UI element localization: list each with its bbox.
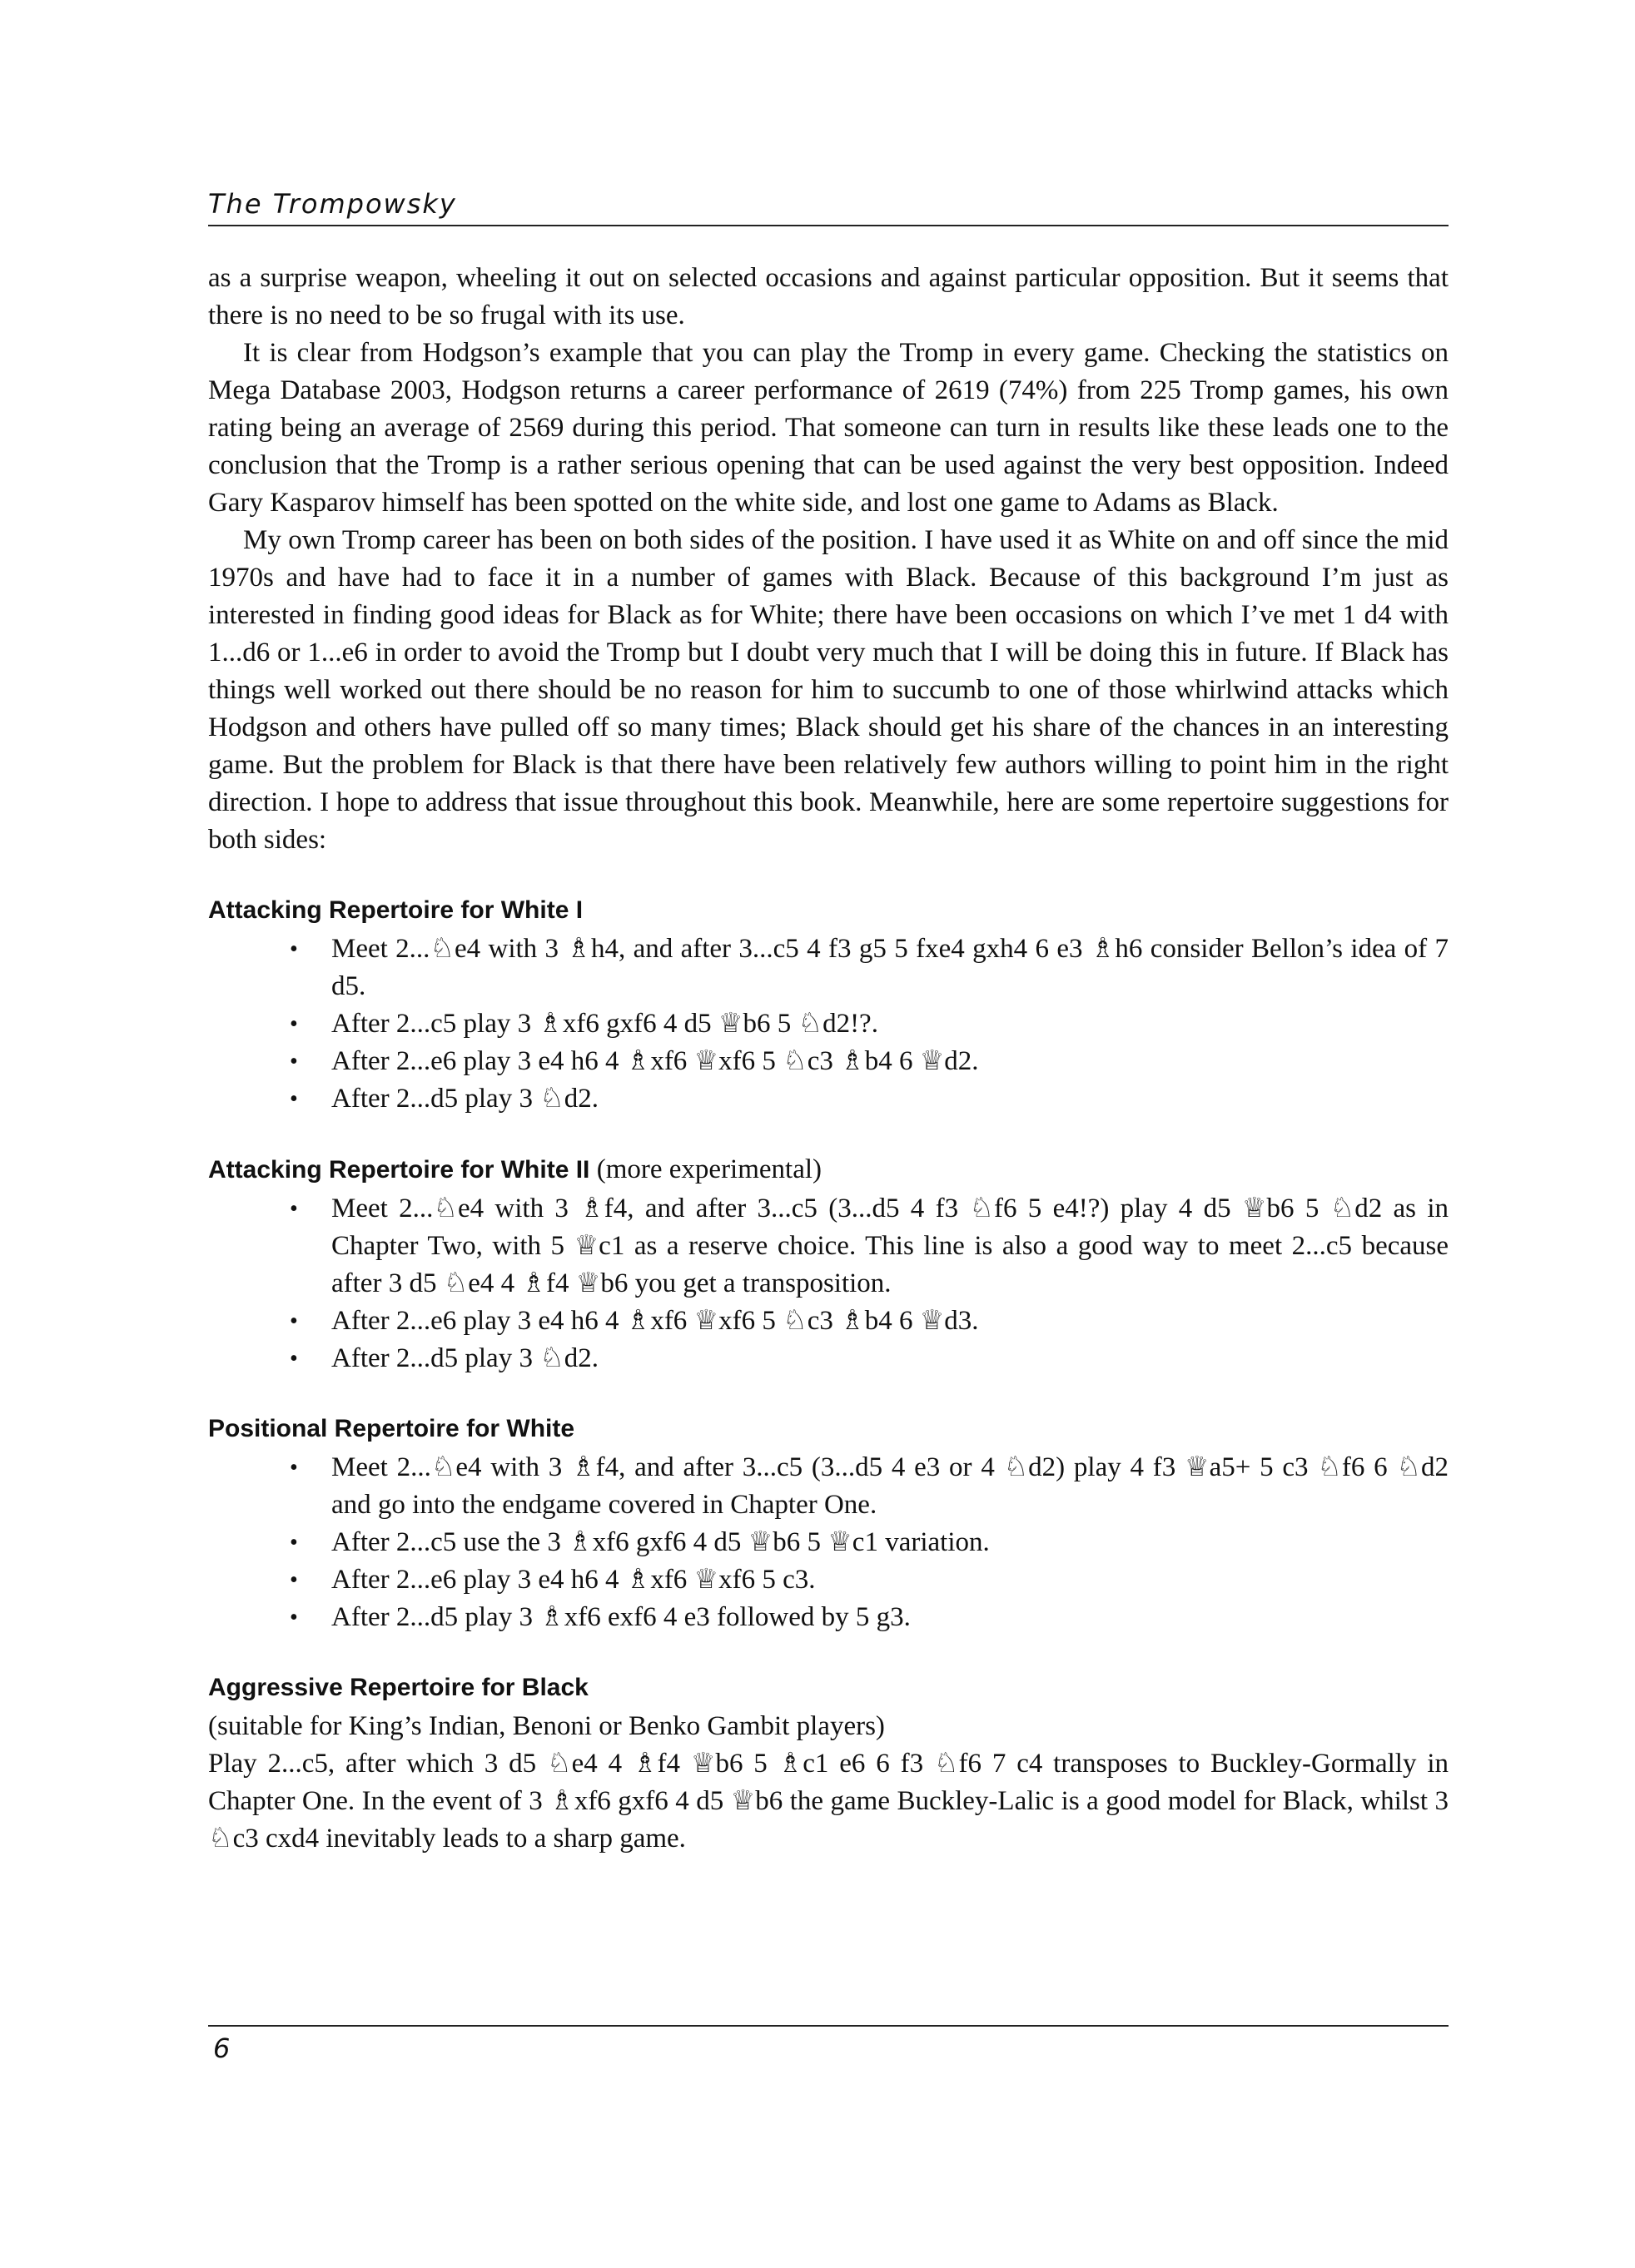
list-item [208, 1080, 1449, 1118]
list-item [208, 1599, 1449, 1636]
list-item-text: After 2...d5 play 3 ♗xf6 exf6 4 e3 followed by 5 g3. [331, 1602, 911, 1632]
bullet-marker: • [290, 1086, 298, 1112]
bullet-marker: • [290, 1196, 298, 1222]
section-heading-aggressive-black [208, 1670, 1449, 1706]
list-item-text: After 2...c5 use the 3 ♗xf6 gxf6 4 d5 ♕b6 5 ♕c1 variation. [331, 1527, 990, 1557]
section-subtitle: (suitable for King’s Indian, Benoni or Benko Gambit players) [208, 1711, 885, 1741]
list-item-text: After 2...c5 play 3 ♗xf6 gxf6 4 d5 ♕b6 5 ♘d2!?. [331, 1009, 878, 1039]
list-item-text: After 2...d5 play 3 ♘d2. [331, 1343, 599, 1373]
paragraph-continuation: as a surprise weapon, wheeling it out on selected occasions and against particular opposition. But it seems that there is no need to be so frugal with its use. [208, 263, 1449, 330]
list-item [208, 1561, 1449, 1599]
bullet-marker: • [290, 1049, 298, 1074]
list-item [208, 1190, 1449, 1303]
page-body [208, 260, 1449, 1858]
list-item-text: Meet 2...♘e4 with 3 ♗f4, and after 3...c5 (3...d5 4 f3 ♘f6 5 e4!?) play 4 d5 ♕b6 5 ♘d2 as in Chapter Two, with 5 ♕c1 as a reserve choice. This line is also a good way to meet 2...c5 because after 3 d5 ♘e4 4 ♗f4 ♕b6 you get a transposition. [331, 1194, 1449, 1298]
section-heading-attacking-white-2 [208, 1151, 1449, 1189]
page-number: 6 [213, 2032, 231, 2064]
list-item [208, 1043, 1449, 1080]
bullet-marker: • [290, 1455, 298, 1481]
section-heading-attacking-white-1 [208, 892, 1449, 929]
list-item-text: After 2...e6 play 3 e4 h6 4 ♗xf6 ♕xf6 5 ♘c3 ♗b4 6 ♕d2. [331, 1046, 979, 1076]
list-item [208, 931, 1449, 1005]
section-heading-text: Attacking Repertoire for White II [208, 1156, 590, 1184]
list-item [208, 1340, 1449, 1377]
list-item-text: Meet 2...♘e4 with 3 ♗h4, and after 3...c5 4 f3 g5 5 fxe4 gxh4 6 e3 ♗h6 consider Bellon’s idea of 7 d5. [331, 934, 1449, 1001]
list-item-text: After 2...e6 play 3 e4 h6 4 ♗xf6 ♕xf6 5 ♘c3 ♗b4 6 ♕d3. [331, 1306, 979, 1336]
list-item-text: After 2...d5 play 3 ♘d2. [331, 1084, 599, 1114]
list-item-text: After 2...e6 play 3 e4 h6 4 ♗xf6 ♕xf6 5 c3. [331, 1565, 816, 1595]
bullet-marker: • [290, 936, 298, 962]
bullet-list-attacking-white-1 [208, 931, 1449, 1118]
list-item [208, 1303, 1449, 1340]
bullet-marker: • [290, 1346, 298, 1372]
list-item [208, 1449, 1449, 1524]
paragraph-hodgson-statistics: It is clear from Hodgson’s example that you can play the Tromp in every game. Checking the statistics on Mega Database 2003, Hodgson returns a career performance of 2619 (74%) from 225 Tromp games, his own rating being an average of 2569 during this period. That someone can turn in results like these leads one to the conclusion that the Tromp is a rather serious opening that can be used against the very best opposition. Indeed Gary Kasparov himself has been spotted on the white side, and lost one game to Adams as Black. [208, 338, 1449, 518]
list-item-text: Meet 2...♘e4 with 3 ♗f4, and after 3...c5 (3...d5 4 e3 or 4 ♘d2) play 4 f3 ♕a5+ 5 c3 ♘f6 6 ♘d2 and go into the endgame covered in Chapter One. [331, 1452, 1449, 1520]
section-heading-text: Positional Repertoire for White [208, 1415, 575, 1442]
bullet-marker: • [290, 1011, 298, 1037]
footer-rule [208, 2025, 1449, 2027]
section-heading-text: Aggressive Repertoire for Black [208, 1674, 589, 1701]
bullet-marker: • [290, 1308, 298, 1334]
section-heading-text: Attacking Repertoire for White I [208, 896, 584, 924]
bullet-marker: • [290, 1605, 298, 1630]
running-head-title: The Trompowsky [208, 188, 1449, 226]
list-item [208, 1524, 1449, 1561]
paragraph-black-repertoire: Play 2...c5, after which 3 d5 ♘e4 4 ♗f4 ♕b6 5 ♗c1 e6 6 f3 ♘f6 7 c4 transposes to Buckley-Gormally in Chapter One. In the event of 3 ♗xf6 gxf6 4 d5 ♕b6 the game Buckley-Lalic is a good model for Black, whilst 3 ♘c3 cxd4 inevitably leads to a sharp game. [208, 1749, 1449, 1854]
section-heading-note: (more experimental) [596, 1154, 822, 1184]
list-item [208, 1005, 1449, 1043]
section-heading-positional-white [208, 1411, 1449, 1447]
paragraph-own-tromp-career: My own Tromp career has been on both sides of the position. I have used it as White on and off since the mid 1970s and have had to face it in a number of games with Black. Because of this background I’m just as interested in finding good ideas for Black as for White; there have been occasions on which I’ve met 1 d4 with 1...d6 or 1...e6 in order to avoid the Tromp but I doubt very much that I will be doing this in future. If Black has things well worked out there should be no reason for him to succumb to one of those whirlwind attacks which Hodgson and others have pulled off so many times; Black should get his share of the chances in an interesting game. But the problem for Black is that there have been relatively few authors willing to point him in the right direction. I hope to address that issue throughout this book. Meanwhile, here are some repertoire suggestions for both sides: [208, 525, 1449, 855]
bullet-list-attacking-white-2 [208, 1190, 1449, 1377]
bullet-list-positional-white [208, 1449, 1449, 1636]
bullet-marker: • [290, 1530, 298, 1556]
bullet-marker: • [290, 1567, 298, 1593]
